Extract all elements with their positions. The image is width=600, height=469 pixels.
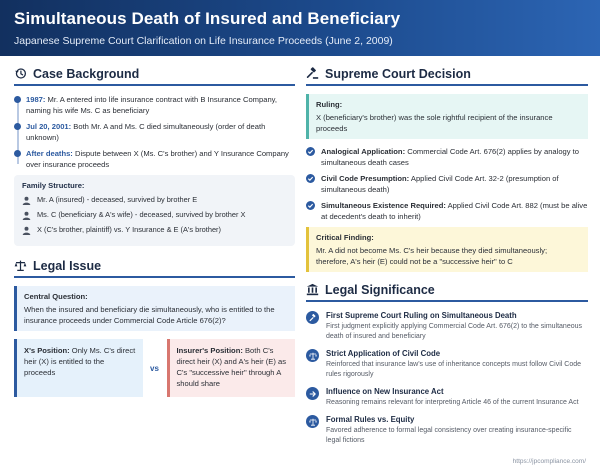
page-header [0, 0, 600, 56]
timeline-date: After deaths: [26, 149, 73, 158]
positions-comparison [14, 339, 295, 397]
page-title: Simultaneous Death of Insured and Beneficiary [14, 9, 401, 28]
critical-finding-text: Mr. A did not become Ms. C's heir because they died simultaneously; therefore, A's heir (E) could not be a "successive heir" to C [316, 246, 548, 266]
case-background-heading [14, 66, 295, 86]
insurer-position-text: Both C's direct heir (X) and A's heir (E) as C's "successive heir" through A should share [176, 346, 286, 388]
significance-title: Strict Application of Civil Code [326, 349, 441, 358]
timeline-item [26, 121, 295, 143]
user-icon [22, 226, 31, 235]
arrow-right-icon [306, 387, 319, 400]
decision-point-label: Analogical Application: [321, 147, 406, 156]
critical-finding-title: Critical Finding: [316, 233, 374, 242]
user-icon [22, 196, 31, 205]
gavel-icon [306, 67, 319, 80]
decision-point [306, 173, 588, 195]
timeline [14, 94, 295, 170]
insurer-position-box [167, 339, 296, 397]
case-background-title: Case Background [33, 66, 140, 81]
gavel-icon [306, 311, 319, 324]
significance-desc: Favored adherence to formal legal consistency over creating insurance-specific legal fictions [326, 427, 572, 444]
legal-significance-heading [306, 282, 588, 302]
decision-point [306, 200, 588, 222]
family-structure-title: Family Structure: [22, 181, 85, 190]
significance-title: Formal Rules vs. Equity [326, 415, 415, 424]
decision-point-text: Commercial Code Art. 676(2) applies by analogy to simultaneous death cases [321, 147, 580, 167]
decision-point [306, 146, 588, 168]
user-icon [22, 211, 31, 220]
check-circle-icon [306, 201, 315, 210]
timeline-text: Mr. A entered into life insurance contract with B Insurance Company, naming his wife Ms. C as beneficiary [26, 95, 278, 115]
insurer-position-label: Insurer's Position: [176, 346, 243, 355]
central-question-title: Central Question: [24, 292, 88, 301]
x-position-text: Only Ms. C's direct heir (X) is entitled to the proceeds [24, 346, 136, 377]
family-row-text: Ms. C (beneficiary & A's wife) - deceased, survived by brother X [37, 210, 246, 219]
supreme-court-decision-heading [306, 66, 588, 86]
timeline-date: 1987: [26, 95, 46, 104]
decision-point-label: Civil Code Presumption: [321, 174, 410, 183]
significance-title: Influence on New Insurance Act [326, 387, 444, 396]
timeline-dot [14, 96, 21, 103]
significance-desc: Reasoning remains relevant for interpreting Article 46 of the current Insurance Act [326, 399, 579, 406]
balance-icon [306, 349, 319, 362]
significance-text [326, 414, 588, 446]
right-column [306, 66, 588, 452]
decision-point-content [321, 200, 588, 222]
supreme-court-decision-title: Supreme Court Decision [325, 66, 471, 81]
family-row-text: Mr. A (insured) - deceased, survived by brother E [37, 195, 198, 204]
significance-item [306, 310, 588, 342]
timeline-dot [14, 123, 21, 130]
timeline-item [26, 94, 295, 116]
legal-issue-title: Legal Issue [33, 258, 102, 273]
x-position-box [14, 339, 143, 397]
timeline-date: Jul 20, 2001: [26, 122, 72, 131]
ruling-box [306, 94, 588, 139]
timeline-text: Dispute between X (Ms. C's brother) and Y Insurance Company over insurance proceeds [26, 149, 289, 169]
x-position-label: X's Position: [24, 346, 70, 355]
significance-text [326, 386, 579, 408]
family-row [22, 195, 287, 205]
significance-desc: First judgment explicitly applying Commercial Code Art. 676(2) to the simultaneous death of insured and beneficiary [326, 323, 583, 340]
decision-point-label: Simultaneous Existence Required: [321, 201, 446, 210]
ruling-text: X (beneficiary's brother) was the sole rightful recipient of the insurance proceeds [316, 113, 553, 133]
critical-finding-box [306, 227, 588, 272]
legal-issue-heading [14, 258, 295, 278]
landmark-icon [306, 283, 319, 296]
significance-desc: Reinforced that insurance law's use of inheritance concepts must follow Civil Code rules rigorously [326, 361, 582, 378]
scale-icon [306, 415, 319, 428]
family-structure-box [14, 175, 295, 246]
significance-item [306, 414, 588, 446]
decision-point-content [321, 146, 588, 168]
family-row [22, 225, 287, 235]
significance-text [326, 348, 588, 380]
central-question-box [14, 286, 295, 331]
timeline-item [26, 148, 295, 170]
family-row [22, 210, 287, 220]
left-column [14, 66, 295, 397]
scale-icon [14, 259, 27, 272]
legal-significance-title: Legal Significance [325, 282, 435, 297]
footer-url: https://jpcompliance.com/ [512, 458, 586, 465]
significance-text [326, 310, 588, 342]
decision-point-content [321, 173, 588, 195]
check-circle-icon [306, 147, 315, 156]
decision-point-text: Applied Civil Code Art. 882 (must be alive at decedent's death to inherit) [321, 201, 588, 221]
page-subtitle: Japanese Supreme Court Clarification on Life Insurance Proceeds (June 2, 2009) [14, 35, 393, 47]
check-circle-icon [306, 174, 315, 183]
vs-label: vs [150, 363, 159, 373]
timeline-text: Both Mr. A and Ms. C died simultaneously (order of death unknown) [26, 122, 266, 142]
ruling-title: Ruling: [316, 100, 343, 109]
decision-point-text: Applied Civil Code Art. 32-2 (presumption of simultaneous death) [321, 174, 559, 194]
significance-title: First Supreme Court Ruling on Simultaneous Death [326, 311, 517, 320]
family-row-text: X (C's brother, plaintiff) vs. Y Insurance & E (A's brother) [37, 225, 221, 234]
significance-item [306, 386, 588, 408]
history-icon [14, 67, 27, 80]
central-question-text: When the insured and beneficiary die simultaneously, who is entitled to the insurance proceeds under Commercial Code Article 676(2)? [24, 305, 275, 325]
timeline-dot [14, 150, 21, 157]
significance-item [306, 348, 588, 380]
